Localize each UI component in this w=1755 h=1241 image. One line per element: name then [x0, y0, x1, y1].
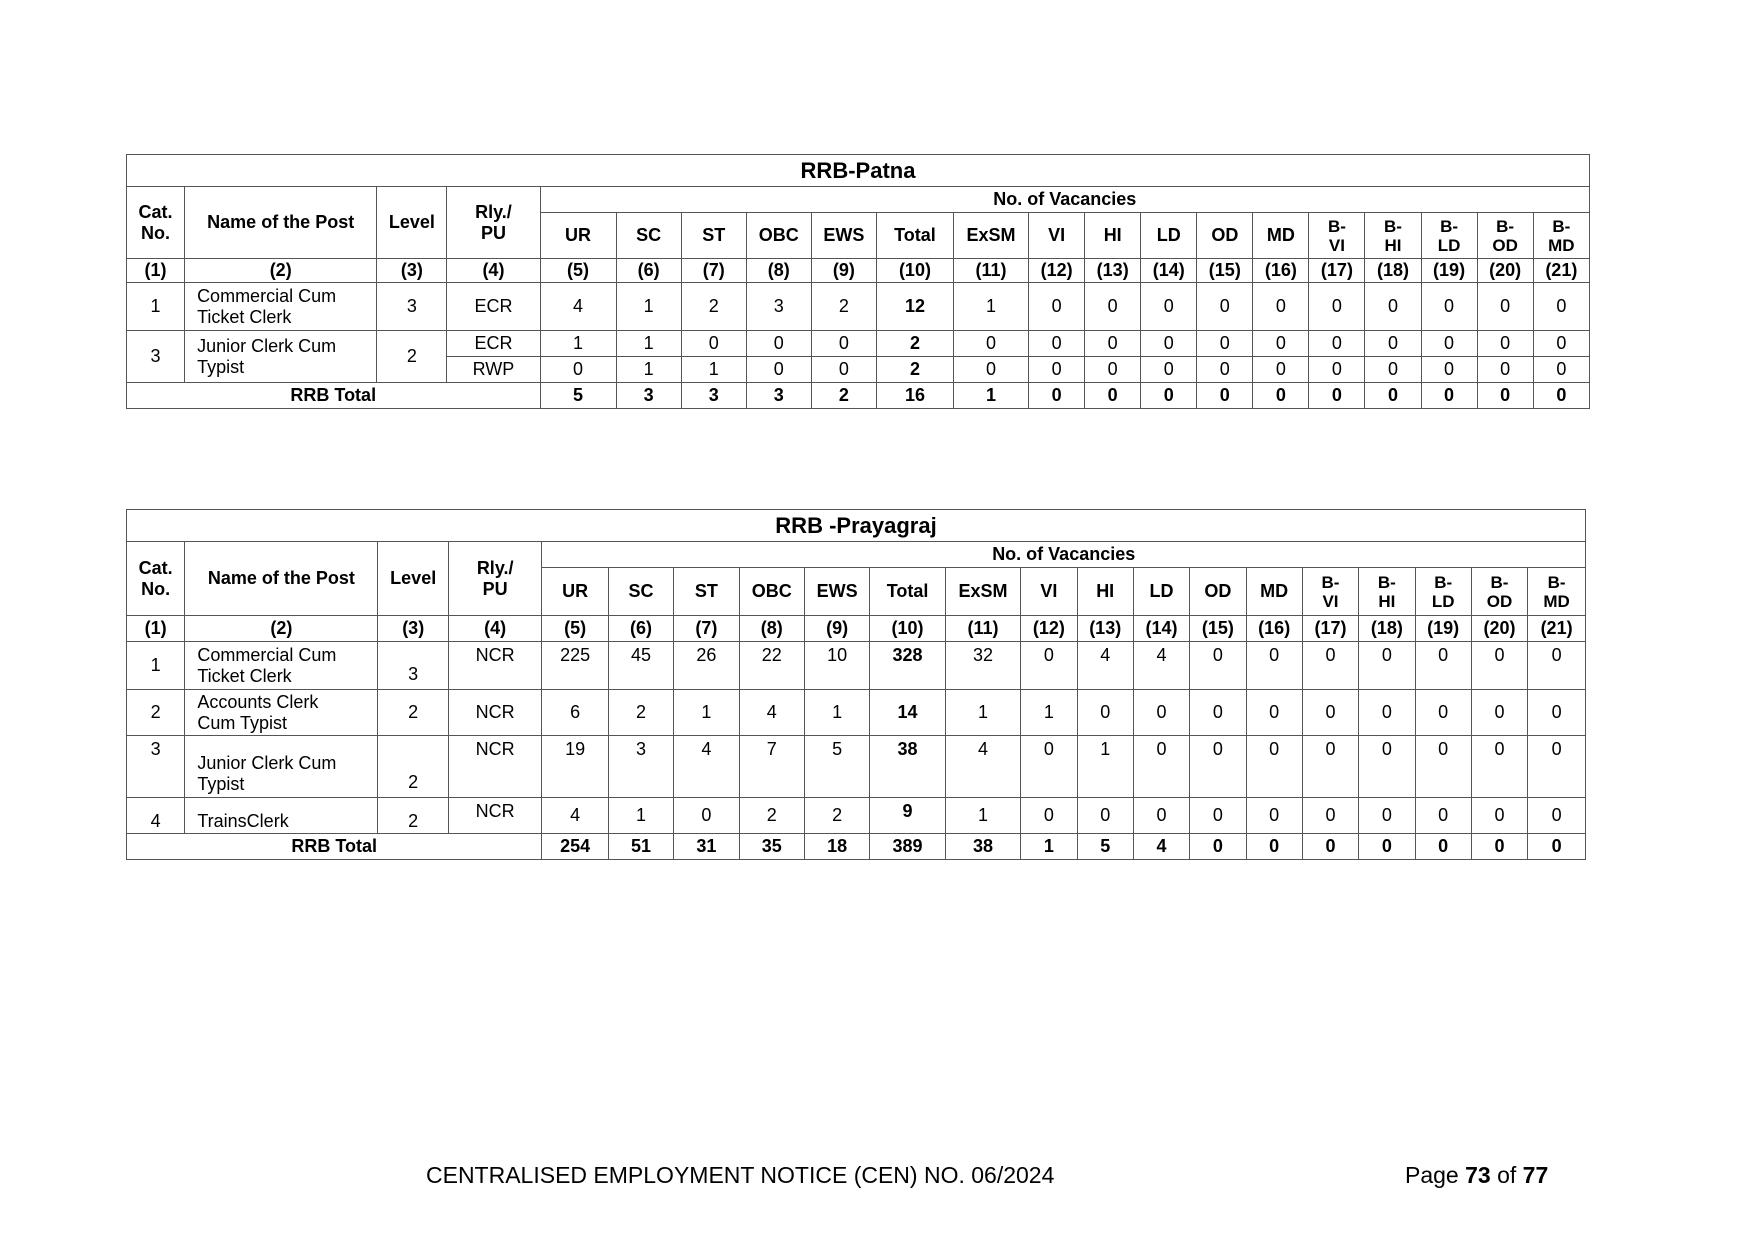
value-cell: 0	[1197, 331, 1253, 357]
total-value: 0	[1471, 834, 1527, 860]
value-cell: 0	[1421, 357, 1477, 383]
column-number: (11)	[954, 259, 1029, 283]
column-number: (17)	[1309, 259, 1365, 283]
total-value: 0	[1302, 834, 1358, 860]
value-cell: 0	[1359, 642, 1415, 690]
column-number: (1)	[127, 259, 185, 283]
total-cell: 14	[870, 690, 945, 736]
table-row	[127, 798, 1586, 834]
value-cell: 0	[1253, 283, 1309, 331]
value-cell: 0	[681, 331, 746, 357]
total-value: 0	[1359, 834, 1415, 860]
value-cell: 0	[1077, 690, 1133, 736]
level-cell: 2	[378, 690, 448, 736]
value-cell: 26	[674, 642, 739, 690]
column-number: (9)	[811, 259, 876, 283]
total-value: 0	[1421, 383, 1477, 409]
value-cell: 0	[1365, 283, 1421, 331]
total-value: 0	[1190, 834, 1246, 860]
column-number: (10)	[876, 259, 953, 283]
total-cell: 12	[876, 283, 953, 331]
value-cell: 1	[616, 283, 681, 331]
level-cell: 3	[378, 642, 448, 690]
column-number: (5)	[542, 616, 608, 642]
header-col-md: MD	[1253, 213, 1309, 259]
value-cell: 0	[1085, 283, 1141, 331]
header-col-st: ST	[674, 568, 739, 616]
of-word: of	[1497, 1162, 1517, 1188]
value-cell: 0	[1246, 642, 1302, 690]
value-cell: 6	[542, 690, 608, 736]
level-cell: 3	[377, 283, 447, 331]
level-cell: 2	[378, 798, 448, 834]
value-cell: 4	[674, 736, 739, 798]
value-cell: 1	[540, 331, 616, 357]
value-cell: 3	[746, 283, 811, 331]
value-cell: 0	[1302, 736, 1358, 798]
value-cell: 0	[1528, 690, 1586, 736]
total-value: 2	[811, 383, 876, 409]
value-cell: 0	[1365, 357, 1421, 383]
column-number: (13)	[1085, 259, 1141, 283]
total-cell: 328	[870, 642, 945, 690]
total-value: 5	[540, 383, 616, 409]
value-cell: 32	[945, 642, 1020, 690]
column-number: (20)	[1471, 616, 1527, 642]
total-value: 0	[1253, 383, 1309, 409]
value-cell: 225	[542, 642, 608, 690]
value-cell: 0	[1415, 798, 1471, 834]
header-col-od: OD	[1190, 568, 1246, 616]
value-cell: 4	[739, 690, 804, 736]
column-number: (14)	[1133, 616, 1189, 642]
value-cell: 0	[1533, 331, 1589, 357]
post-name-cell: Junior Clerk Cum Typist	[185, 736, 378, 798]
header-col-sc: SC	[616, 213, 681, 259]
column-number: (17)	[1302, 616, 1358, 642]
value-cell: 0	[1528, 798, 1586, 834]
column-number: (2)	[185, 616, 378, 642]
value-cell: 0	[1477, 357, 1533, 383]
value-cell: 0	[1197, 357, 1253, 383]
column-number: (12)	[1029, 259, 1085, 283]
header-col-ews: EWS	[804, 568, 869, 616]
post-name-cell: Accounts Clerk Cum Typist	[185, 690, 378, 736]
table-row	[127, 283, 1590, 331]
header-col-b-od: B- OD	[1471, 568, 1527, 616]
value-cell: 0	[1085, 331, 1141, 357]
total-pages: 77	[1522, 1162, 1549, 1188]
value-cell: 0	[1021, 642, 1077, 690]
value-cell: 0	[1533, 357, 1589, 383]
column-number: (4)	[448, 616, 542, 642]
value-cell: 0	[746, 331, 811, 357]
value-cell: 0	[1190, 736, 1246, 798]
column-number: (16)	[1253, 259, 1309, 283]
value-cell: 0	[1021, 736, 1077, 798]
total-value: 18	[804, 834, 869, 860]
value-cell: 0	[1421, 331, 1477, 357]
header-post-name: Name of the Post	[185, 187, 377, 259]
header-col-ld: LD	[1141, 213, 1197, 259]
value-cell: 0	[1190, 642, 1246, 690]
header-col-total: Total	[876, 213, 953, 259]
total-label: RRB Total	[127, 834, 542, 860]
value-cell: 0	[1365, 331, 1421, 357]
value-cell: 0	[1141, 283, 1197, 331]
column-number: (6)	[616, 259, 681, 283]
total-value: 31	[674, 834, 739, 860]
header-col-sc: SC	[608, 568, 673, 616]
header-col-md: MD	[1246, 568, 1302, 616]
value-cell: 2	[739, 798, 804, 834]
column-number: (16)	[1246, 616, 1302, 642]
value-cell: 0	[1141, 331, 1197, 357]
total-value: 1	[1021, 834, 1077, 860]
total-value: 3	[681, 383, 746, 409]
header-col-b-ld: B- LD	[1421, 213, 1477, 259]
header-col-hi: HI	[1077, 568, 1133, 616]
value-cell: 0	[1253, 357, 1309, 383]
cat-no-cell: 2	[127, 690, 185, 736]
column-number: (21)	[1528, 616, 1586, 642]
value-cell: 0	[954, 331, 1029, 357]
value-cell: 1	[681, 357, 746, 383]
value-cell: 0	[1471, 736, 1527, 798]
rly-cell: NCR	[448, 690, 542, 736]
column-number-row	[127, 259, 1590, 283]
value-cell: 0	[1302, 642, 1358, 690]
value-cell: 0	[1077, 798, 1133, 834]
column-number: (3)	[378, 616, 448, 642]
level-cell: 2	[377, 331, 447, 383]
value-cell: 1	[804, 690, 869, 736]
value-cell: 0	[1421, 283, 1477, 331]
vacancy-table-prayagraj	[126, 509, 1586, 860]
cat-no-cell: 1	[127, 283, 185, 331]
header-rly-pu: Rly./ PU	[447, 187, 540, 259]
value-cell: 0	[1190, 690, 1246, 736]
cat-no-cell: 1	[127, 642, 185, 690]
footer-notice: CENTRALISED EMPLOYMENT NOTICE (CEN) NO. 06/2024	[426, 1162, 1055, 1188]
rly-cell: NCR	[448, 642, 542, 690]
value-cell: 0	[1471, 690, 1527, 736]
total-value: 0	[1197, 383, 1253, 409]
header-col-exsm: ExSM	[954, 213, 1029, 259]
value-cell: 0	[1415, 642, 1471, 690]
value-cell: 0	[1302, 798, 1358, 834]
column-number: (4)	[447, 259, 540, 283]
value-cell: 0	[1528, 642, 1586, 690]
value-cell: 0	[1029, 331, 1085, 357]
value-cell: 0	[1359, 798, 1415, 834]
value-cell: 5	[804, 736, 869, 798]
total-value: 0	[1246, 834, 1302, 860]
value-cell: 1	[616, 331, 681, 357]
value-cell: 0	[1029, 357, 1085, 383]
page-word: Page	[1405, 1162, 1459, 1188]
header-col-obc: OBC	[739, 568, 804, 616]
column-number: (8)	[746, 259, 811, 283]
current-page: 73	[1465, 1162, 1491, 1188]
cat-no-cell: 3	[127, 331, 185, 383]
total-value: 38	[945, 834, 1020, 860]
header-col-od: OD	[1197, 213, 1253, 259]
total-value: 0	[1528, 834, 1586, 860]
cat-no-cell: 3	[127, 736, 185, 798]
value-cell: 1	[616, 357, 681, 383]
total-value: 0	[1477, 383, 1533, 409]
value-cell: 0	[1415, 736, 1471, 798]
value-cell: 0	[1197, 283, 1253, 331]
header-cat-no: Cat. No.	[127, 187, 185, 259]
header-level: Level	[378, 542, 448, 616]
value-cell: 3	[608, 736, 673, 798]
total-value: 0	[1141, 383, 1197, 409]
column-number: (11)	[945, 616, 1020, 642]
value-cell: 1	[608, 798, 673, 834]
header-post-name: Name of the Post	[185, 542, 378, 616]
total-value: 5	[1077, 834, 1133, 860]
header-col-b-vi: B- VI	[1302, 568, 1358, 616]
value-cell: 0	[954, 357, 1029, 383]
table-title: RRB-Patna	[127, 155, 1590, 187]
total-cell: 2	[876, 357, 953, 383]
column-number: (3)	[377, 259, 447, 283]
value-cell: 0	[1533, 283, 1589, 331]
column-number: (1)	[127, 616, 185, 642]
column-number: (20)	[1477, 259, 1533, 283]
total-value: 254	[542, 834, 608, 860]
value-cell: 0	[1471, 642, 1527, 690]
column-number: (21)	[1533, 259, 1589, 283]
value-cell: 1	[954, 283, 1029, 331]
rly-cell: ECR	[447, 331, 540, 357]
value-cell: 0	[1359, 690, 1415, 736]
value-cell: 0	[1359, 736, 1415, 798]
total-value: 16	[876, 383, 953, 409]
header-col-vi: VI	[1021, 568, 1077, 616]
table-title: RRB -Prayagraj	[127, 510, 1586, 542]
header-col-total: Total	[870, 568, 945, 616]
table-row	[127, 736, 1586, 798]
header-col-hi: HI	[1085, 213, 1141, 259]
value-cell: 4	[1133, 642, 1189, 690]
column-number: (10)	[870, 616, 945, 642]
header-cat-no: Cat. No.	[127, 542, 185, 616]
header-col-vi: VI	[1029, 213, 1085, 259]
header-col-ld: LD	[1133, 568, 1189, 616]
header-col-obc: OBC	[746, 213, 811, 259]
column-number: (15)	[1197, 259, 1253, 283]
header-col-st: ST	[681, 213, 746, 259]
value-cell: 0	[1246, 798, 1302, 834]
value-cell: 0	[1415, 690, 1471, 736]
header-col-ur: UR	[540, 213, 616, 259]
level-cell: 2	[378, 736, 448, 798]
value-cell: 7	[739, 736, 804, 798]
total-value: 0	[1365, 383, 1421, 409]
total-value: 1	[954, 383, 1029, 409]
value-cell: 0	[1528, 736, 1586, 798]
value-cell: 0	[1309, 357, 1365, 383]
header-col-ews: EWS	[811, 213, 876, 259]
value-cell: 0	[1133, 690, 1189, 736]
value-cell: 0	[811, 357, 876, 383]
value-cell: 0	[1021, 798, 1077, 834]
cat-no-cell: 4	[127, 798, 185, 834]
value-cell: 45	[608, 642, 673, 690]
total-value: 0	[1309, 383, 1365, 409]
value-cell: 10	[804, 642, 869, 690]
value-cell: 0	[1309, 331, 1365, 357]
header-no-of-vacancies: No. of Vacancies	[540, 187, 1590, 213]
header-col-b-hi: B- HI	[1359, 568, 1415, 616]
total-value: 0	[1085, 383, 1141, 409]
header-col-b-vi: B- VI	[1309, 213, 1365, 259]
post-name-cell: TrainsClerk	[185, 798, 378, 834]
column-number: (9)	[804, 616, 869, 642]
total-value: 0	[1415, 834, 1471, 860]
column-number: (19)	[1415, 616, 1471, 642]
column-number-row	[127, 616, 1586, 642]
total-row	[127, 834, 1586, 860]
header-col-b-md: B- MD	[1528, 568, 1586, 616]
value-cell: 0	[1471, 798, 1527, 834]
value-cell: 0	[746, 357, 811, 383]
column-number: (18)	[1359, 616, 1415, 642]
value-cell: 4	[542, 798, 608, 834]
column-number: (14)	[1141, 259, 1197, 283]
rly-cell: ECR	[447, 283, 540, 331]
column-number: (2)	[185, 259, 377, 283]
column-number: (19)	[1421, 259, 1477, 283]
column-number: (7)	[674, 616, 739, 642]
value-cell: 0	[1133, 736, 1189, 798]
footer-page-number	[1405, 1162, 1548, 1189]
column-number: (12)	[1021, 616, 1077, 642]
total-value: 4	[1133, 834, 1189, 860]
column-number: (6)	[608, 616, 673, 642]
table-row	[127, 690, 1586, 736]
value-cell: 4	[540, 283, 616, 331]
total-value: 0	[1533, 383, 1589, 409]
total-value: 3	[746, 383, 811, 409]
header-col-b-ld: B- LD	[1415, 568, 1471, 616]
column-number: (5)	[540, 259, 616, 283]
value-cell: 0	[1141, 357, 1197, 383]
column-number: (15)	[1190, 616, 1246, 642]
table-row	[127, 642, 1586, 690]
value-cell: 2	[681, 283, 746, 331]
column-number: (7)	[681, 259, 746, 283]
value-cell: 0	[1190, 798, 1246, 834]
value-cell: 1	[945, 798, 1020, 834]
column-number: (13)	[1077, 616, 1133, 642]
total-row	[127, 383, 1590, 409]
total-label: RRB Total	[127, 383, 541, 409]
value-cell: 2	[804, 798, 869, 834]
value-cell: 19	[542, 736, 608, 798]
total-value: 0	[1029, 383, 1085, 409]
value-cell: 0	[1253, 331, 1309, 357]
value-cell: 1	[1077, 736, 1133, 798]
value-cell: 0	[1302, 690, 1358, 736]
header-no-of-vacancies: No. of Vacancies	[542, 542, 1586, 568]
table-row	[127, 331, 1590, 357]
value-cell: 0	[1477, 331, 1533, 357]
header-col-exsm: ExSM	[945, 568, 1020, 616]
total-cell: 38	[870, 736, 945, 798]
value-cell: 0	[1246, 690, 1302, 736]
header-col-b-md: B- MD	[1533, 213, 1589, 259]
header-col-b-od: B- OD	[1477, 213, 1533, 259]
rly-cell: RWP	[447, 357, 540, 383]
value-cell: 22	[739, 642, 804, 690]
total-cell: 2	[876, 331, 953, 357]
value-cell: 0	[674, 798, 739, 834]
header-col-ur: UR	[542, 568, 608, 616]
value-cell: 1	[674, 690, 739, 736]
value-cell: 1	[945, 690, 1020, 736]
header-col-b-hi: B- HI	[1365, 213, 1421, 259]
column-number: (8)	[739, 616, 804, 642]
total-cell: 9	[870, 798, 945, 834]
header-level: Level	[377, 187, 447, 259]
column-number: (18)	[1365, 259, 1421, 283]
value-cell: 1	[1021, 690, 1077, 736]
total-value: 35	[739, 834, 804, 860]
rly-cell: NCR	[448, 798, 542, 834]
value-cell: 4	[945, 736, 1020, 798]
value-cell: 0	[1246, 736, 1302, 798]
value-cell: 0	[1309, 283, 1365, 331]
vacancy-table-patna	[126, 154, 1590, 409]
value-cell: 2	[608, 690, 673, 736]
post-name-cell: Commercial Cum Ticket Clerk	[185, 283, 377, 331]
value-cell: 0	[540, 357, 616, 383]
rly-cell: NCR	[448, 736, 542, 798]
value-cell: 4	[1077, 642, 1133, 690]
value-cell: 2	[811, 283, 876, 331]
value-cell: 0	[1477, 283, 1533, 331]
total-value: 389	[870, 834, 945, 860]
value-cell: 0	[1029, 283, 1085, 331]
post-name-cell: Commercial Cum Ticket Clerk	[185, 642, 378, 690]
total-value: 51	[608, 834, 673, 860]
value-cell: 0	[1133, 798, 1189, 834]
post-name-cell: Junior Clerk Cum Typist	[185, 331, 377, 383]
header-rly-pu: Rly./ PU	[448, 542, 542, 616]
value-cell: 0	[1085, 357, 1141, 383]
total-value: 3	[616, 383, 681, 409]
value-cell: 0	[811, 331, 876, 357]
